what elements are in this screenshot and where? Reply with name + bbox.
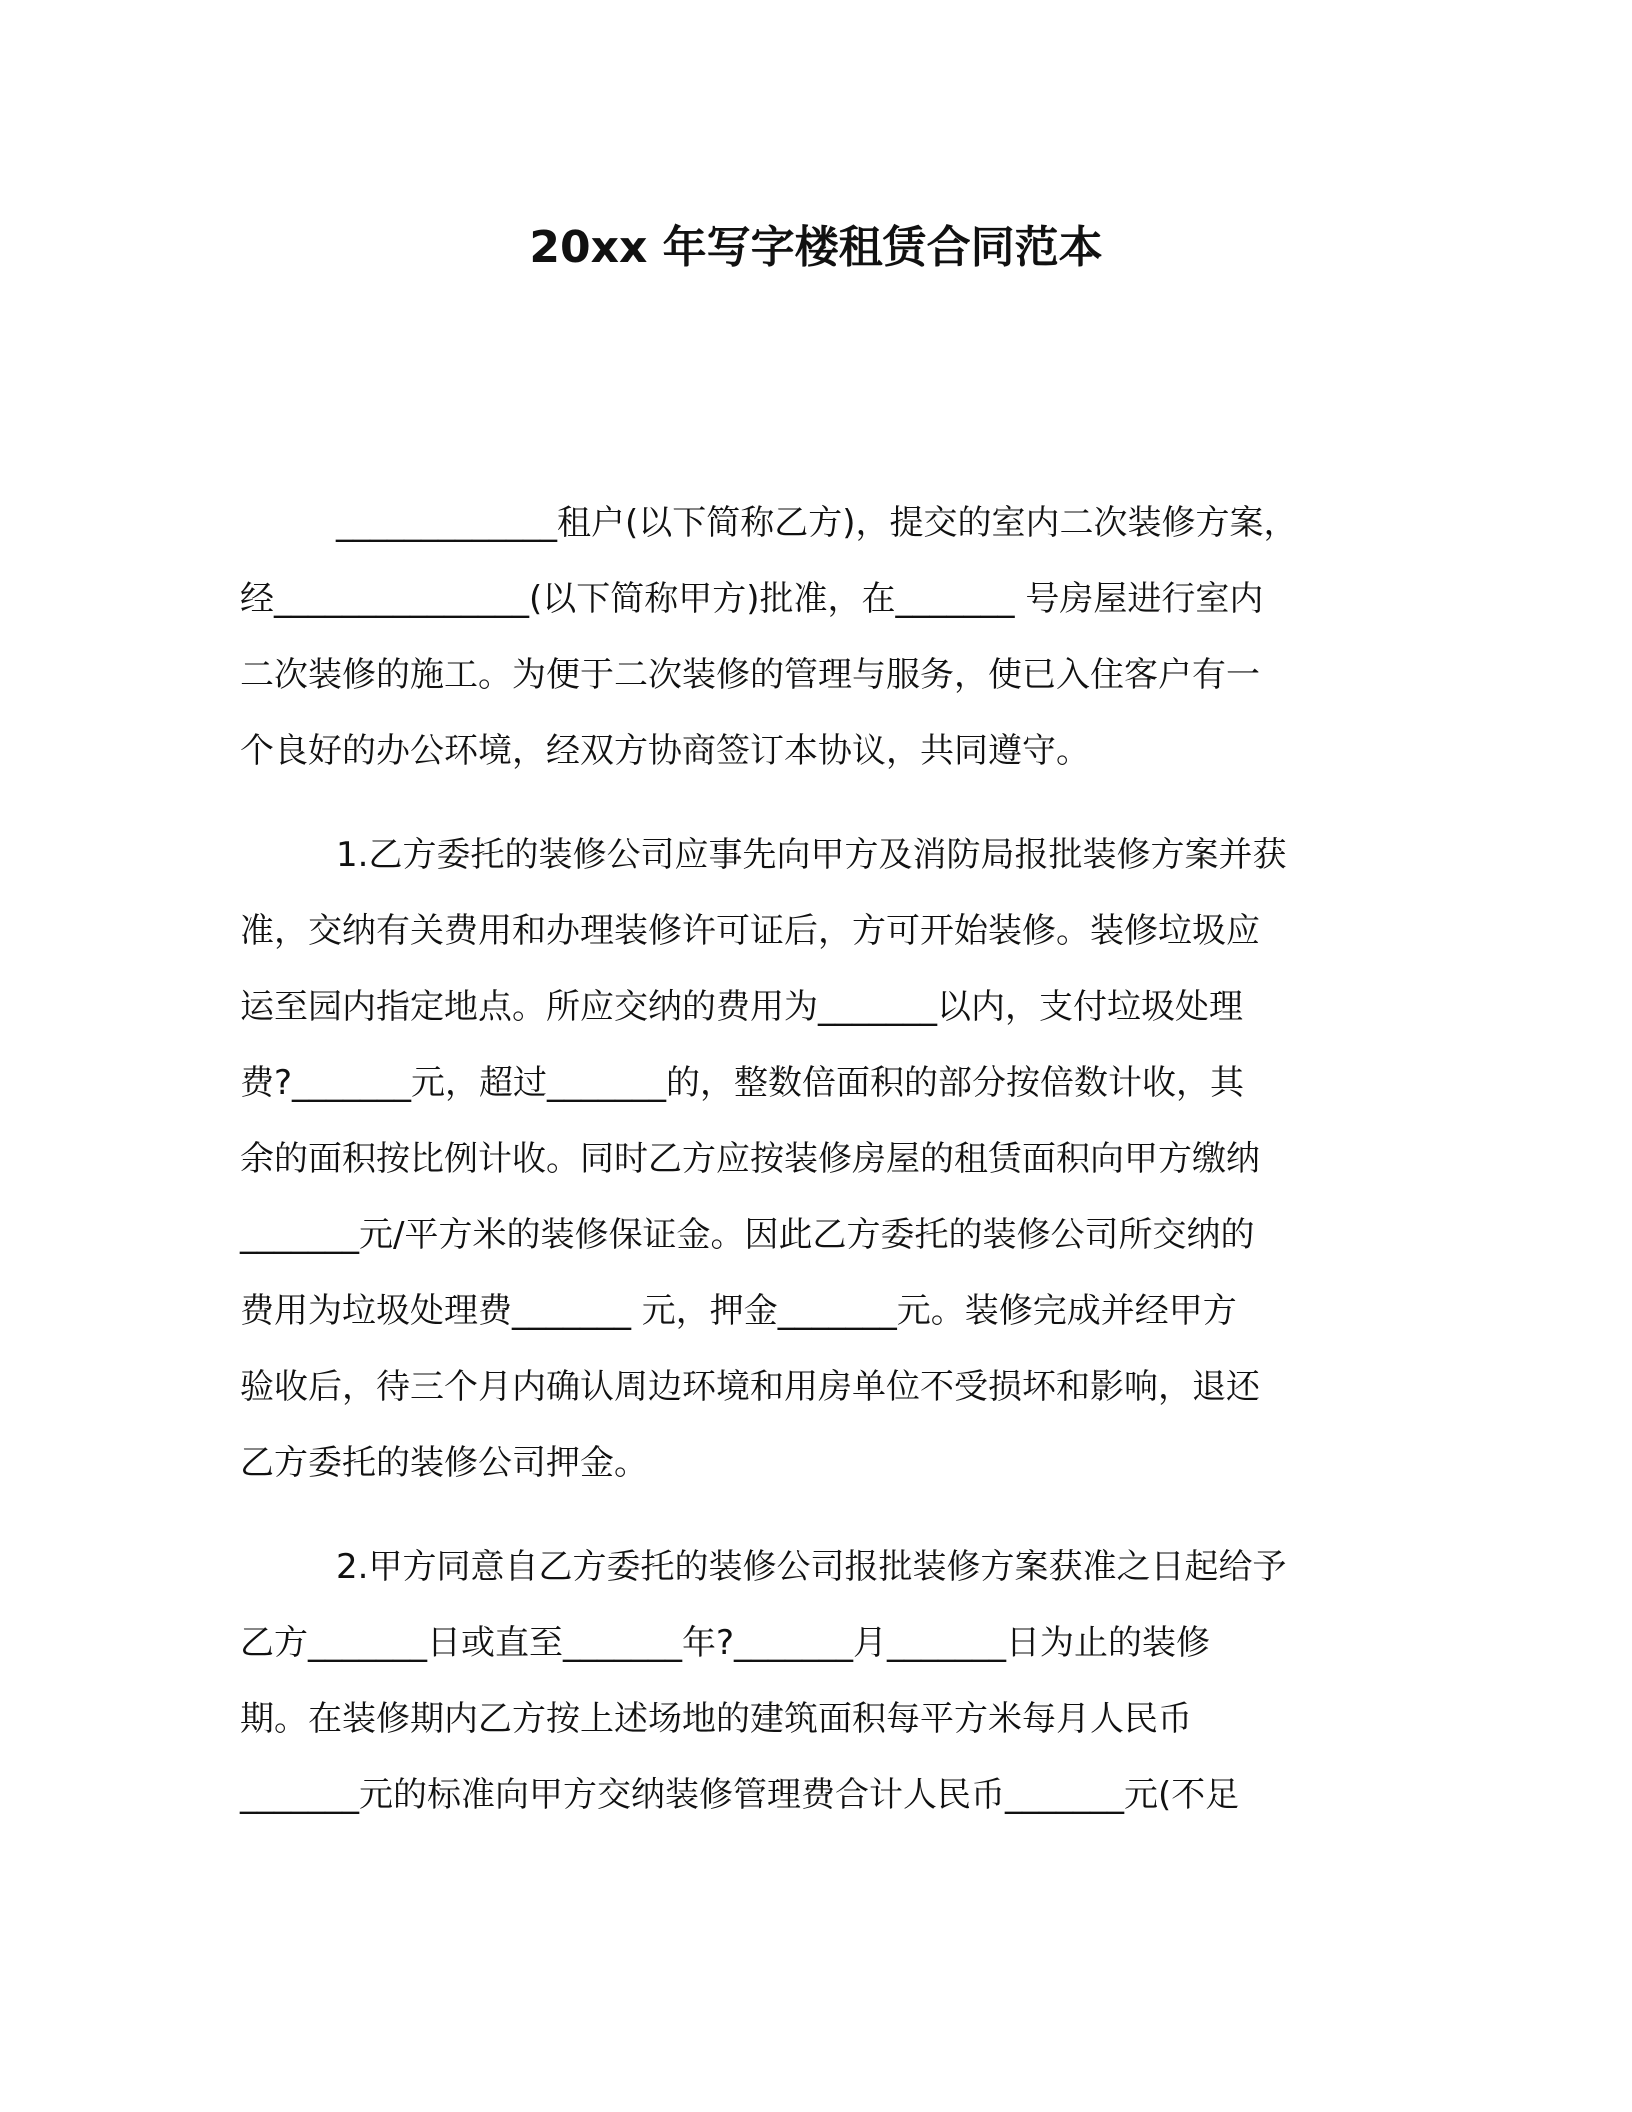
text-line: 2.甲方同意自乙方委托的装修公司报批装修方案获准之日起给予 bbox=[336, 1547, 1287, 1587]
text-line: 二次装修的施工。为便于二次装修的管理与服务，使已入住客户有一 bbox=[240, 655, 1260, 695]
text-line: 个良好的办公环境，经双方协商签订本协议，共同遵守。 bbox=[240, 731, 1090, 771]
text-line: 期。在装修期内乙方按上述场地的建筑面积每平方米每月人民币 bbox=[240, 1699, 1192, 1739]
text-line: _______元的标准向甲方交纳装修管理费合计人民币_______元(不足 bbox=[240, 1775, 1240, 1815]
text-line: 费?_______元，超过_______的，整数倍面积的部分按倍数计收，其 bbox=[240, 1063, 1245, 1103]
document-title: 20xx 年写字楼租赁合同范本 bbox=[529, 222, 1103, 273]
text-line: 验收后，待三个月内确认周边环境和用房单位不受损坏和影响，退还 bbox=[240, 1367, 1260, 1407]
text-line: 费用为垃圾处理费_______ 元，押金_______元。装修完成并经甲方 bbox=[240, 1291, 1237, 1331]
text-line: 余的面积按比例计收。同时乙方应按装修房屋的租赁面积向甲方缴纳 bbox=[240, 1139, 1260, 1179]
text-line: 运至园内指定地点。所应交纳的费用为_______以内，支付垃圾处理 bbox=[240, 987, 1243, 1027]
text-line: 准，交纳有关费用和办理装修许可证后，方可开始装修。装修垃圾应 bbox=[240, 911, 1260, 951]
text-line: 经_______________(以下简称甲方)批准，在_______ 号房屋进行室内 bbox=[240, 579, 1264, 619]
text-line: 乙方委托的装修公司押金。 bbox=[240, 1443, 648, 1483]
text-line: _____________租户(以下简称乙方)，提交的室内二次装修方案， bbox=[336, 503, 1298, 543]
text-line: 乙方_______日或直至_______年?_______月_______日为止的装修 bbox=[240, 1623, 1211, 1663]
text-line: _______元/平方米的装修保证金。因此乙方委托的装修公司所交纳的 bbox=[240, 1215, 1255, 1255]
text-line: 1.乙方委托的装修公司应事先向甲方及消防局报批装修方案并获 bbox=[336, 835, 1287, 875]
